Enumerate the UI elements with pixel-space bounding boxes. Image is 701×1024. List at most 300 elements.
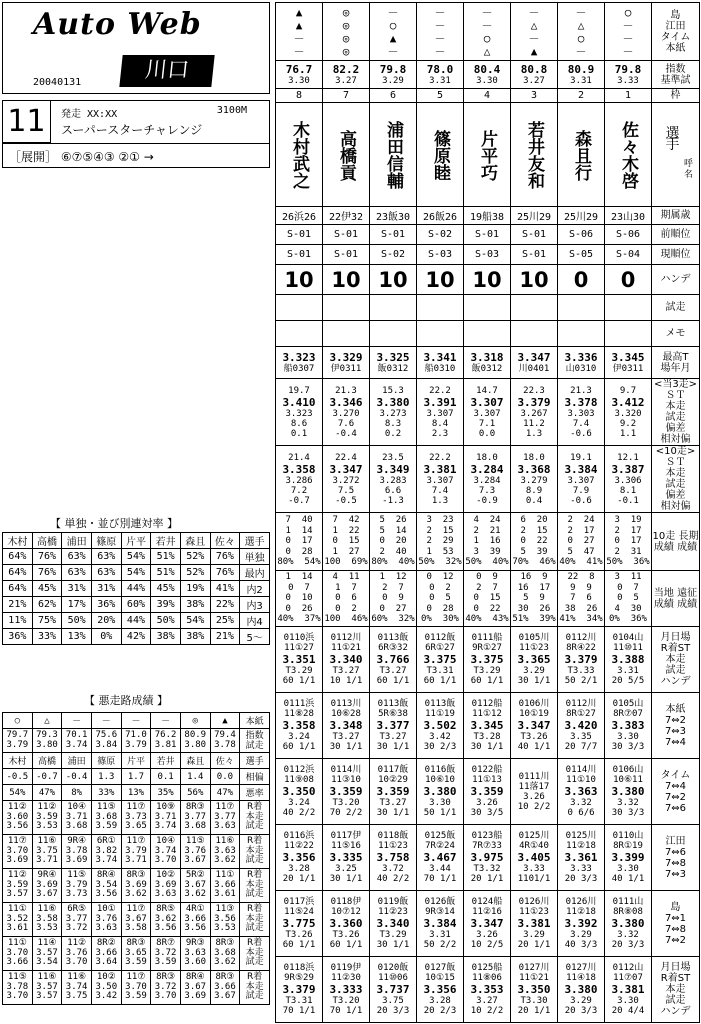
recent-line: 3.392: [564, 917, 598, 930]
stat-b: 29: [442, 536, 454, 547]
trial-row-cell: [605, 295, 652, 321]
cell-line: 7.5: [337, 485, 355, 496]
stat-a: 1: [426, 546, 432, 557]
stat-b: 16: [489, 536, 501, 547]
stat-a: 2: [426, 525, 432, 536]
last3-row-cell: [558, 379, 605, 446]
recent-line: 5R⑥38: [378, 709, 408, 719]
bad-run-line: 3.70: [154, 855, 177, 866]
cur-rank-row-cell: [511, 245, 558, 265]
recent-line: 20 1/1: [470, 874, 504, 884]
bad-run-line: 3.58: [36, 913, 58, 924]
recent-row-cell: [370, 627, 417, 693]
stat-a: 0: [614, 536, 620, 547]
recent-row-cell: [370, 825, 417, 891]
stat-line: [323, 604, 369, 615]
bad-run-cell: [210, 903, 240, 937]
start-time: 発走 XX:XX: [61, 109, 118, 120]
stat-b: 19: [630, 515, 642, 526]
stat-a: 0: [476, 572, 482, 583]
stat-line: [276, 604, 322, 615]
recent-row-cell: [276, 891, 323, 957]
bad-run-cell: [180, 971, 210, 1005]
bad-run-cell: [32, 971, 62, 1005]
last3-row: [276, 379, 700, 446]
recent-line: 4R①40: [519, 841, 549, 851]
waku-row-cell: [370, 89, 417, 103]
stat-b: 12: [395, 572, 407, 583]
last10-row-cell: [464, 446, 511, 513]
best-row-cell: [417, 347, 464, 379]
stat-line: [323, 614, 369, 625]
bad-run-line: 11⑥: [37, 904, 57, 915]
marks-row: [276, 3, 700, 61]
recent-line: T3.28: [473, 732, 501, 742]
row-label-text: 期属歳: [660, 210, 691, 221]
recent-line: 3.44: [429, 864, 451, 874]
bad-marks-row-cell: △: [32, 713, 62, 729]
bad-run-cell: [62, 835, 92, 869]
cell-line: 21.3: [335, 385, 357, 396]
recent-line: 3.347: [517, 719, 551, 732]
stat-a: 51%: [512, 614, 529, 625]
rate-value: 11%: [3, 613, 33, 629]
bad-run-line: 3.52: [6, 913, 29, 924]
bad-run-line: 6R⑤: [67, 904, 87, 915]
local-row-cell: [276, 571, 323, 627]
recent-line: T3.32: [473, 864, 501, 874]
bad-run-line: 11⑤: [185, 836, 205, 847]
bad-run-cell: [121, 801, 151, 835]
recent-row-cell: [417, 957, 464, 1023]
recent-line: 3.26: [476, 798, 498, 808]
rate-value: 54%: [180, 613, 210, 629]
bad-rate-row-cell: 8%: [62, 785, 92, 801]
recent-line: 3.27: [476, 996, 498, 1006]
bad-run-line: 3.69: [125, 879, 147, 890]
stat-line: [417, 572, 463, 583]
recent-line: 3.32: [617, 930, 639, 940]
row-label-text: 島 江田 タイム 本紙: [660, 9, 691, 54]
stat-line: [276, 515, 322, 526]
bad-run-line: 3.77: [65, 913, 88, 924]
names-row: [276, 103, 700, 207]
cell-line: 2.3: [431, 428, 449, 439]
stat-b: 41%: [586, 557, 603, 568]
bad-run-line: 3.66: [95, 947, 118, 958]
stat-a: 0: [473, 593, 479, 604]
bad-index-value: 71.0: [125, 730, 147, 740]
recent-line: 0111山: [612, 897, 644, 907]
bad-run-line: 4R①: [185, 904, 205, 915]
bad-run-row: [3, 971, 270, 1005]
stat-a: 2: [476, 582, 482, 593]
stat-a: 2: [379, 546, 385, 557]
bad-run-label: R着 本走 試走: [245, 836, 264, 866]
bad-rate-row-cell: 35%: [151, 785, 181, 801]
stat-line: [558, 515, 604, 526]
bad-run-line: 11③: [215, 904, 235, 915]
recent-line: 3.42: [429, 732, 451, 742]
bad-run-line: 11⑦: [126, 802, 146, 813]
stat-line: [417, 604, 463, 615]
cell-line: 3.273: [379, 408, 407, 419]
recent-line: 0113飯: [377, 633, 409, 643]
row-label-text: ハンデ: [660, 274, 691, 285]
rate-value: 54%: [121, 549, 151, 565]
cell-line: 1.1: [619, 428, 637, 439]
rate-value: 38%: [180, 629, 210, 645]
stat-a: 50%: [418, 557, 435, 568]
stat-line: [605, 583, 651, 594]
recent-line: 10 2/2: [517, 801, 551, 812]
recent-row-cell: [558, 693, 605, 759]
cell-line: 11.2: [523, 418, 545, 429]
bad-run-line: 3.53: [36, 923, 58, 934]
bad-run-line: 3.60: [6, 811, 29, 822]
recent-line: 3.30: [617, 732, 639, 742]
mark: －: [293, 44, 305, 58]
recent-line: 3.375: [423, 653, 457, 666]
handicap: 10: [331, 267, 361, 292]
recent-line: 10 1/1: [329, 676, 363, 686]
recent-line: 3.28: [288, 864, 310, 874]
stat-a: 0: [379, 536, 385, 547]
cell-line: 3.379: [517, 395, 551, 409]
row-label-text: 島 7⇔1 7⇔8 7⇔2: [664, 901, 687, 946]
stat-a: 2: [426, 536, 432, 547]
cell-line: 7.4: [572, 418, 590, 429]
recent-line: 0104山: [612, 633, 644, 643]
bad-run-cell: [91, 835, 121, 869]
bad-run-line: 3.62: [154, 913, 177, 924]
rate-value: 19%: [180, 581, 210, 597]
stat-b: 22: [536, 536, 548, 547]
cell-line: 3.307: [473, 408, 501, 419]
cell-line: 9.7: [619, 385, 637, 396]
row-label-text: 本紙 7⇔2 7⇔3 7⇔4: [664, 703, 687, 748]
bad-run-line: 3.59: [154, 957, 177, 968]
cell-line: 23.5: [382, 452, 404, 463]
recent-line: 0106山: [612, 765, 644, 775]
recent-row-cell: [558, 759, 605, 825]
stat-line: [511, 557, 557, 568]
bad-index-trial: 3.81: [154, 739, 177, 750]
prev-rank: S-01: [521, 229, 547, 240]
bad-run-line: 3.66: [214, 879, 236, 890]
racer-name: 片平巧: [477, 129, 497, 181]
local-row: [276, 571, 700, 627]
recent-line: 0112船: [471, 699, 503, 709]
recent-line: 30 1/1: [517, 676, 551, 686]
bad-run-cell: [121, 971, 151, 1005]
cell-line: 3.307: [426, 475, 454, 486]
index-base: 3.33: [617, 76, 639, 86]
bad-run-cell: [151, 801, 181, 835]
stat-a: 0: [382, 593, 388, 604]
recent-line: 7R②24: [425, 841, 455, 851]
recent-line: T3.26: [520, 732, 548, 742]
rate-value: 51%: [151, 549, 181, 565]
cell-line: 14.7: [476, 385, 498, 396]
stat-a: 2: [614, 525, 620, 536]
recent-line: 20 1/1: [517, 940, 551, 950]
rate-value: 54%: [121, 565, 151, 581]
recent-line: 0105川: [518, 633, 550, 643]
stat-b: 24: [583, 515, 595, 526]
recent-line: 40 2/2: [282, 808, 316, 818]
row-label-text: 月日場 R着ST 本走 試走 ハンデ: [660, 632, 691, 687]
recent-line: T3.27: [379, 732, 407, 742]
stat-b: 15: [442, 525, 454, 536]
rate-value: 39%: [151, 597, 181, 613]
best-time: 3.325: [376, 351, 410, 364]
racer-name-cell: [323, 103, 370, 207]
mark: －: [481, 18, 493, 32]
index-row: [276, 61, 700, 89]
recent-line: 3.379: [564, 653, 598, 666]
recent-line: 0 6/6: [567, 808, 595, 818]
stat-a: 1: [379, 572, 385, 583]
recent-row-cell: [417, 627, 464, 693]
period: 25川29: [563, 212, 599, 223]
stat-a: 7: [332, 515, 338, 526]
row-label-text: タイム 7⇔4 7⇔2 7⇔6: [660, 769, 691, 814]
recent-line: 10①15: [425, 973, 455, 983]
stat-line: [511, 614, 557, 625]
recent-row: [276, 825, 700, 891]
bad-run-cell: [121, 835, 151, 869]
rate-value: 22%: [210, 597, 240, 613]
stat-b: 23: [442, 515, 454, 526]
bad-index-value: 79.3: [36, 730, 58, 740]
racer-name-cell: [511, 103, 558, 207]
recent-line: 3.381: [611, 983, 645, 996]
recent-line: 3.380: [423, 785, 457, 798]
recent-line: 3.350: [282, 785, 316, 798]
recent-line: 3.975: [470, 851, 504, 864]
recent-line: 3.340: [376, 917, 410, 930]
stat-line: [276, 583, 322, 594]
recent-line: 30 1/1: [376, 742, 410, 752]
bad-run-line: 3.70: [65, 957, 88, 968]
recent-line: 0112浜: [283, 765, 315, 775]
cell-line: 3.412: [611, 395, 645, 409]
recent-row-cell: [323, 825, 370, 891]
bad-run-cell: [210, 971, 240, 1005]
bad-run-line: 11⑥: [37, 836, 57, 847]
prev-rank: S-06: [615, 229, 641, 240]
bad-run-cell: [240, 903, 270, 937]
handicap-row-cell: [417, 265, 464, 295]
cell-line: 3.349: [376, 462, 410, 476]
recent-row-cell: [323, 627, 370, 693]
rate-value: 45%: [151, 581, 181, 597]
recent-line: 3.359: [329, 785, 363, 798]
recent-line: 6R③32: [378, 643, 408, 653]
bad-run-label: R着 本走 試走: [245, 870, 264, 900]
marks-row-cell: [605, 3, 652, 61]
bad-run-cell: [180, 869, 210, 903]
stat-b: 14: [395, 525, 407, 536]
best-row-cell: [370, 347, 417, 379]
handicap: 10: [284, 267, 314, 292]
bad-run-cell: [121, 903, 151, 937]
memo-row-cell: [417, 321, 464, 347]
stat-line: [464, 583, 510, 594]
recent-line: 0116飯: [424, 765, 456, 775]
bad-run-line: 3.70: [125, 981, 147, 992]
bad-marks-row-cell: －: [151, 713, 181, 729]
venue-badge: 川口: [119, 55, 214, 87]
prev-rank-row-cell: [417, 225, 464, 245]
recent-line: 20 7/7: [564, 742, 598, 752]
recent-line: 30 2/3: [423, 742, 457, 752]
bad-run-line: 3.68: [184, 821, 207, 832]
stat-a: 4: [614, 603, 620, 614]
rate-value: 50%: [151, 613, 181, 629]
bad-run-line: 11②: [7, 870, 27, 881]
bad-header-row-cell: 篠原: [91, 753, 121, 769]
period-row-cell: [605, 207, 652, 225]
recent-line: 3.335: [329, 851, 363, 864]
bad-run-cell: [32, 869, 62, 903]
stat-b: 22: [348, 525, 360, 536]
bad-run-line: 3.72: [65, 923, 88, 934]
last10-row-cell: [511, 446, 558, 513]
racer-name-cell: [605, 103, 652, 207]
stat-a: 0: [617, 582, 623, 593]
recent-line: 3.30: [429, 798, 451, 808]
stat-b: 37%: [304, 614, 321, 625]
bad-run-line: 8R⑤: [156, 904, 176, 915]
bad-dev-row-cell: -0.5: [3, 769, 33, 785]
best-venue: 船0307: [283, 364, 315, 374]
recent-row-cell: [511, 825, 558, 891]
bad-dev-row-cell: 1.7: [121, 769, 151, 785]
bad-dev-row-cell: 0.1: [151, 769, 181, 785]
bad-run-line: 11①: [215, 870, 235, 881]
recent-line: 0111船: [471, 633, 503, 643]
rate-row: [3, 597, 270, 613]
cell-line: -1.3: [382, 495, 404, 506]
cur-rank-row-cell: [558, 245, 605, 265]
bad-run-cell: [3, 903, 33, 937]
cell-line: 3.346: [329, 395, 363, 409]
recent-line: 3.35: [570, 732, 592, 742]
long-row-cell: [417, 513, 464, 571]
waku-number: 7: [342, 90, 350, 101]
bad-run-line: 11⑦: [126, 904, 146, 915]
bad-run-line: 11④: [37, 938, 57, 949]
recent-line: 3.351: [282, 653, 316, 666]
bad-run-cell: [180, 937, 210, 971]
rate-value: 21%: [3, 597, 33, 613]
recent-line: 0116浜: [283, 831, 315, 841]
index-value: 82.2: [332, 63, 360, 76]
bad-run-line: 8R③: [185, 802, 205, 813]
rate-row: [3, 629, 270, 645]
recent-line: 3.33: [570, 864, 592, 874]
recent-line: 3.29: [523, 666, 545, 676]
stat-a: 0: [426, 603, 432, 614]
cell-line: 12.1: [617, 452, 639, 463]
memo-row-cell: [605, 321, 652, 347]
bad-run-line: 3.73: [65, 889, 88, 900]
cell-line: 7.4: [431, 485, 449, 496]
recent-line: 0125川: [565, 831, 597, 841]
rate-value: 36%: [3, 629, 33, 645]
race-number: 11: [3, 101, 51, 143]
trial-row-cell: [276, 295, 323, 321]
stat-a: 2: [567, 515, 573, 526]
bad-run-cell: [32, 835, 62, 869]
stat-b: 20: [536, 515, 548, 526]
bad-run-row: [3, 869, 270, 903]
bad-run-line: 11⑦: [7, 836, 27, 847]
stat-line: [323, 547, 369, 558]
stat-line: [417, 547, 463, 558]
recent-line: 3.375: [470, 653, 504, 666]
recent-row-cell: [417, 759, 464, 825]
cell-line: 22.3: [523, 385, 545, 396]
bad-run-line: 3.66: [184, 913, 207, 924]
rate-value: 38%: [151, 629, 181, 645]
stat-line: [417, 536, 463, 547]
bad-run-line: 3.50: [95, 981, 118, 992]
stat-b: 17: [630, 525, 642, 536]
row-label: [652, 347, 700, 379]
handicap: 10: [425, 267, 455, 292]
memo-row: [276, 321, 700, 347]
stat-a: 0%: [421, 614, 432, 625]
recent-line: 0110山: [612, 831, 644, 841]
bad-track-table: [2, 712, 270, 1005]
recent-line: 50 2/1: [564, 676, 598, 686]
recent-line: 8R⑦07: [613, 709, 643, 719]
stat-b: 14: [301, 572, 313, 583]
bad-run-line: 3.54: [95, 879, 118, 890]
bad-run-line: 3.59: [125, 991, 147, 1002]
recent-line: 60 1/1: [282, 940, 316, 950]
stat-b: 28: [301, 546, 313, 557]
long-row-cell: [323, 513, 370, 571]
handicap-row-cell: [370, 265, 417, 295]
bad-run-line: 11⑦: [126, 836, 146, 847]
recent-line: 11①23: [519, 907, 549, 917]
bad-run-line: 3.69: [154, 879, 177, 890]
cell-line: 7.3: [478, 485, 496, 496]
cell-line: 8.4: [431, 418, 449, 429]
bad-run-cell: [240, 937, 270, 971]
recent-line: 11②22: [284, 841, 314, 851]
stat-line: [558, 604, 604, 615]
last3-row-cell: [605, 379, 652, 446]
stat-a: 0: [429, 582, 435, 593]
stat-line: [605, 604, 651, 615]
recent-line: 30 3/5: [470, 808, 504, 818]
rate-position-label: 内4: [240, 613, 270, 629]
bad-run-cell: [240, 835, 270, 869]
recent-line: 30 1/1: [470, 742, 504, 752]
last3-row-cell: [370, 379, 417, 446]
stat-a: 70%: [512, 557, 529, 568]
bad-run-line: 3.57: [36, 947, 58, 958]
stat-line: [323, 536, 369, 547]
bad-run-line: 11⑥: [215, 836, 235, 847]
recent-line: 50 2/2: [423, 940, 457, 950]
row-label: [652, 446, 700, 513]
